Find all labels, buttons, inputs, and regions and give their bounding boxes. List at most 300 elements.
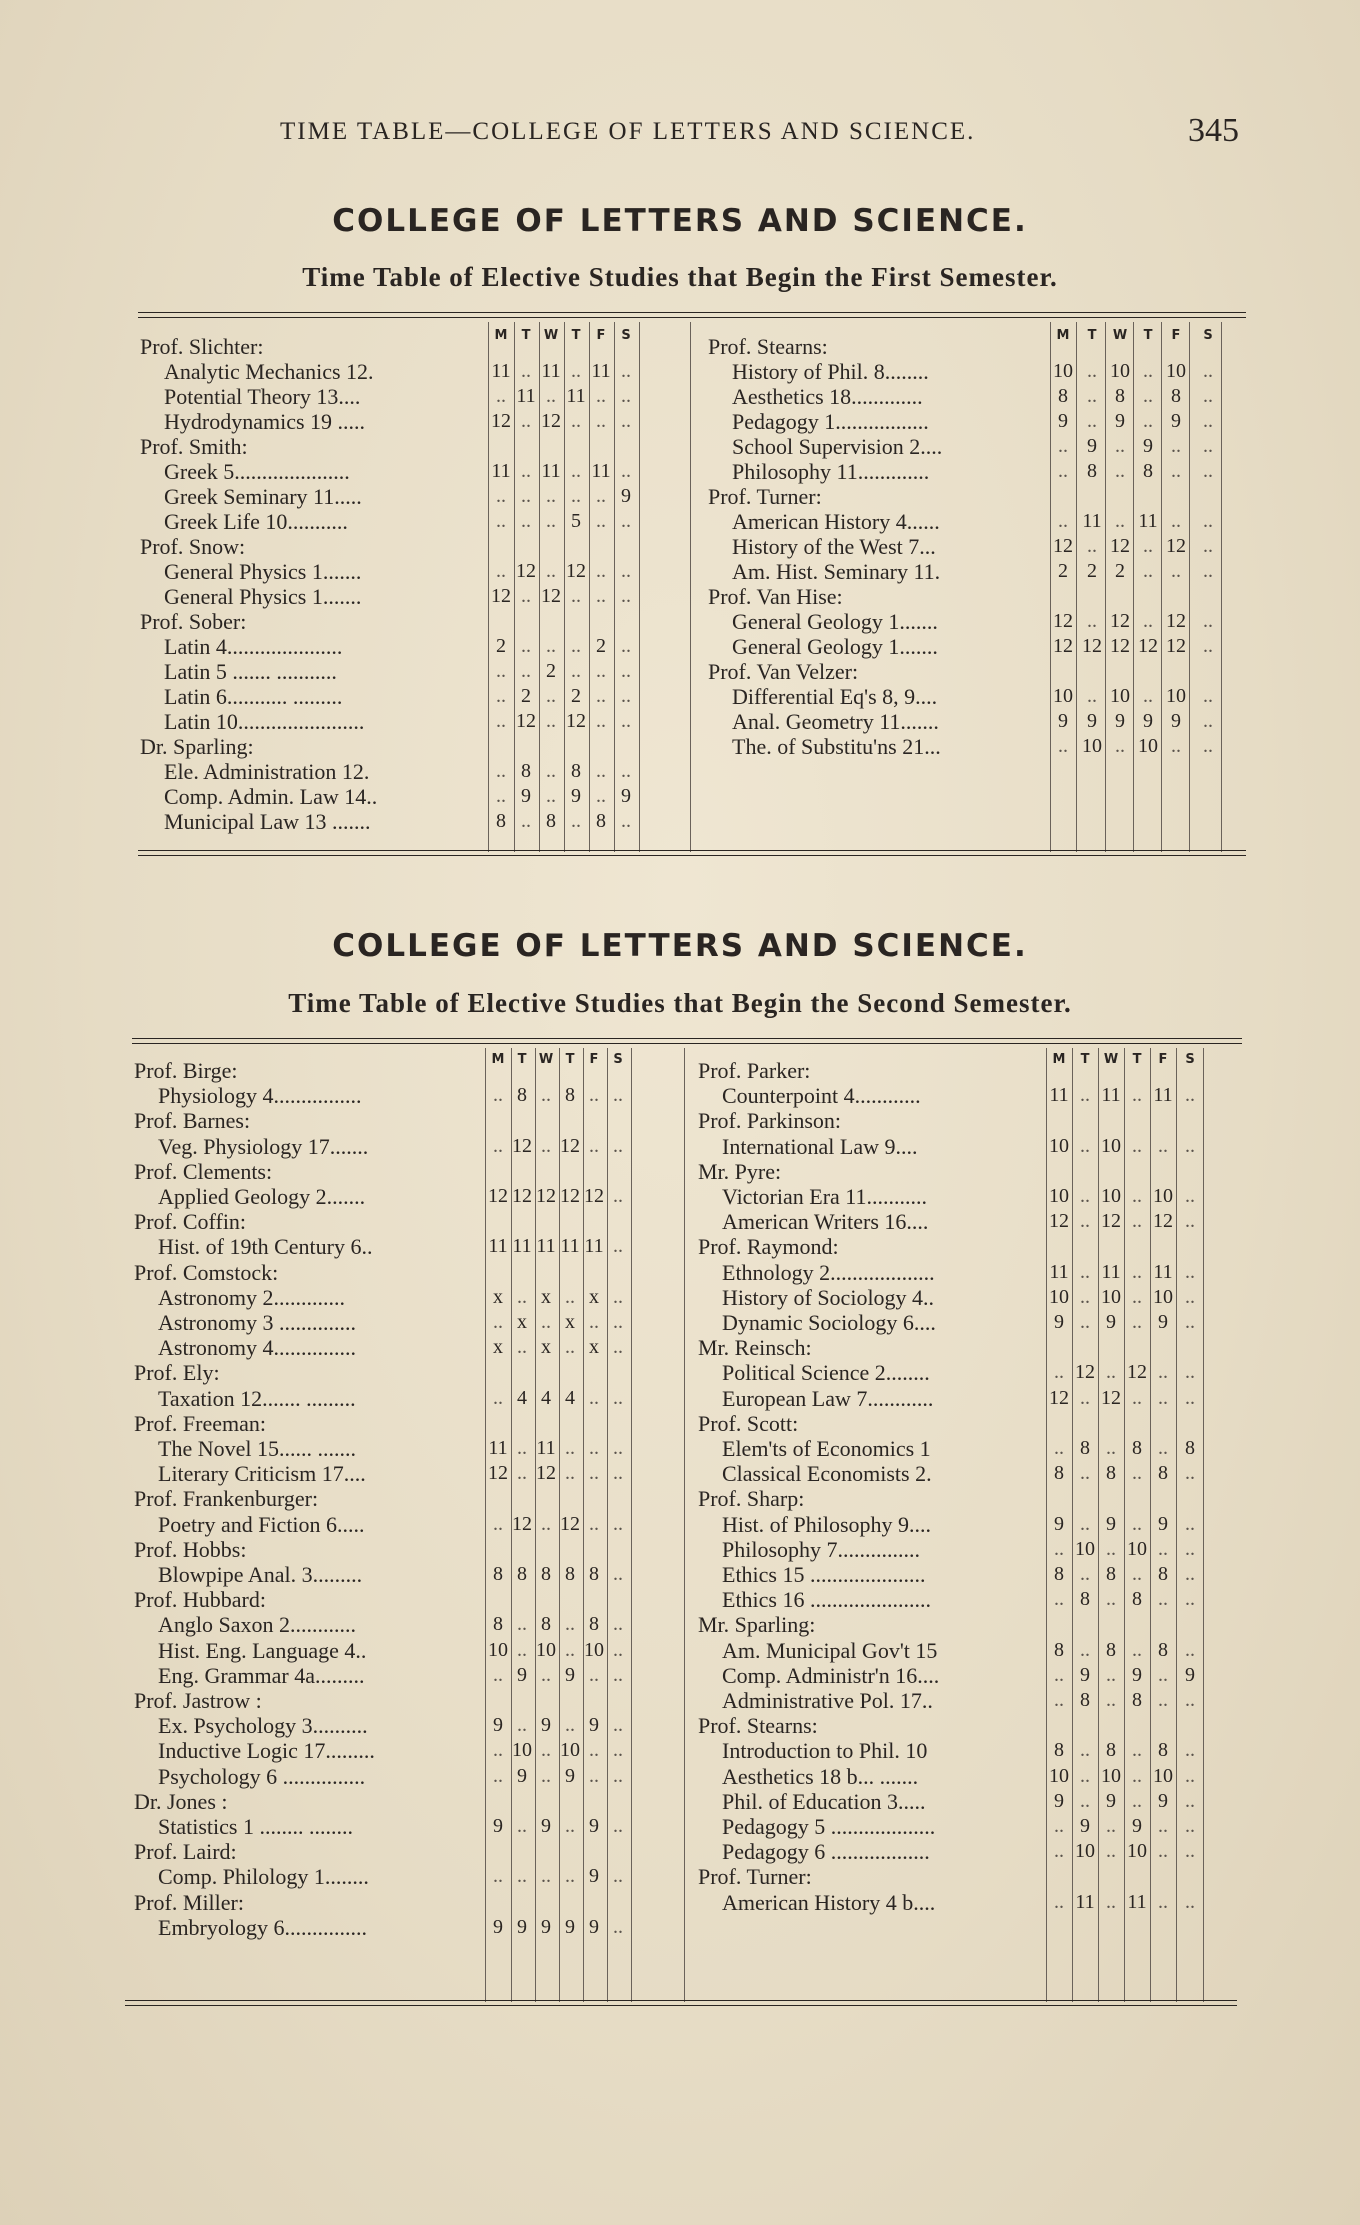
schedule-cell: .. bbox=[1132, 1084, 1142, 1107]
schedule-cell: .. bbox=[493, 1512, 503, 1535]
schedule-cell: .. bbox=[571, 660, 581, 682]
schedule-cell: 11 bbox=[536, 1437, 556, 1459]
schedule-cell: .. bbox=[521, 510, 531, 532]
schedule-cell: 10 bbox=[1053, 685, 1073, 707]
schedule-cell: .. bbox=[613, 1134, 623, 1157]
schedule-cell: 10 bbox=[1075, 1840, 1095, 1863]
schedule-cell: 8 bbox=[1080, 1689, 1090, 1711]
schedule-cell: 8 bbox=[1054, 1563, 1064, 1585]
schedule-cell: 9 bbox=[1185, 1663, 1195, 1686]
course-label: Applied Geology 2....... bbox=[158, 1184, 366, 1209]
schedule-cell: .. bbox=[1087, 535, 1097, 557]
schedule-cell: .. bbox=[589, 1512, 599, 1535]
schedule-cell: 8 bbox=[1158, 1739, 1168, 1762]
schedule-cell: 8 bbox=[565, 1084, 575, 1107]
schedule-cell: .. bbox=[1106, 1890, 1116, 1913]
schedule-cell: 12 bbox=[1110, 610, 1130, 632]
day-header: S bbox=[621, 328, 631, 343]
day-header: M bbox=[494, 328, 508, 343]
course-label: History of the West 7... bbox=[732, 534, 936, 559]
schedule-cell: 12 bbox=[566, 560, 586, 582]
schedule-cell: .. bbox=[571, 410, 581, 432]
schedule-cell: x bbox=[565, 1311, 575, 1333]
professor-label: Mr. Sparling: bbox=[698, 1612, 816, 1638]
schedule-cell: 9 bbox=[1054, 1311, 1064, 1333]
schedule-cell: 8 bbox=[589, 1613, 599, 1636]
schedule-cell: 9 bbox=[1132, 1663, 1142, 1686]
schedule-cell: 11 bbox=[560, 1235, 580, 1258]
schedule-cell: 9 bbox=[589, 1915, 599, 1938]
course-label: Greek Seminary 11..... bbox=[164, 484, 362, 509]
schedule-cell: .. bbox=[621, 385, 631, 407]
day-header: S bbox=[1203, 328, 1213, 343]
course-label: Hydrodynamics 19 ..... bbox=[164, 409, 366, 434]
schedule-cell: .. bbox=[1087, 385, 1097, 407]
schedule-cell: .. bbox=[1143, 360, 1153, 382]
schedule-cell: 12 bbox=[488, 1185, 508, 1207]
schedule-cell: .. bbox=[1143, 535, 1153, 557]
schedule-cell: .. bbox=[517, 1462, 527, 1485]
schedule-cell: .. bbox=[613, 1714, 623, 1737]
schedule-cell: 10 bbox=[584, 1638, 604, 1661]
schedule-cell: .. bbox=[1106, 1537, 1116, 1560]
schedule-cell: 8 bbox=[1054, 1739, 1064, 1762]
schedule-cell: .. bbox=[517, 1865, 527, 1888]
course-label: General Physics 1....... bbox=[164, 584, 362, 609]
professor-label: Dr. Sparling: bbox=[140, 734, 254, 759]
schedule-cell: .. bbox=[517, 1714, 527, 1737]
schedule-cell: .. bbox=[613, 1084, 623, 1107]
schedule-cell: .. bbox=[1203, 735, 1213, 757]
schedule-cell: 9 bbox=[1158, 1512, 1168, 1535]
course-label: Greek 5..................... bbox=[164, 459, 350, 484]
day-column-line bbox=[1221, 322, 1222, 852]
course-label: Latin 6........... ......... bbox=[164, 684, 343, 709]
day-column-line bbox=[631, 1048, 632, 2002]
day-header: W bbox=[543, 328, 559, 343]
schedule-cell: .. bbox=[565, 1865, 575, 1888]
course-label: History of Phil. 8........ bbox=[732, 359, 929, 384]
course-label: Aesthetics 18 b... ....... bbox=[722, 1763, 919, 1789]
day-header: F bbox=[1158, 1052, 1168, 1067]
schedule-cell: .. bbox=[1143, 685, 1153, 707]
schedule-cell: .. bbox=[1158, 1890, 1168, 1913]
schedule-cell: 8 bbox=[1054, 1638, 1064, 1661]
schedule-cell: .. bbox=[1080, 1134, 1090, 1157]
schedule-cell: .. bbox=[565, 1437, 575, 1459]
schedule-cell: 8 bbox=[1132, 1689, 1142, 1711]
schedule-cell: .. bbox=[1171, 435, 1181, 457]
schedule-cell: 2 bbox=[521, 685, 531, 707]
course-label: Ele. Administration 12. bbox=[164, 759, 370, 784]
schedule-cell: .. bbox=[1115, 460, 1125, 482]
schedule-cell: 11 bbox=[584, 1235, 604, 1258]
schedule-cell: .. bbox=[1185, 1134, 1195, 1157]
schedule-cell: 8 bbox=[517, 1084, 527, 1107]
running-head: TIME TABLE—COLLEGE OF LETTERS AND SCIENCE. bbox=[280, 118, 976, 145]
schedule-cell: .. bbox=[1185, 1260, 1195, 1283]
schedule-cell: .. bbox=[1054, 1663, 1064, 1686]
schedule-cell: .. bbox=[589, 1739, 599, 1762]
professor-label: Prof. Stearns: bbox=[708, 334, 828, 359]
schedule-cell: .. bbox=[493, 1084, 503, 1107]
schedule-cell: .. bbox=[621, 560, 631, 582]
course-label: American History 4 b.... bbox=[722, 1889, 936, 1915]
course-label: Political Science 2........ bbox=[722, 1360, 930, 1386]
schedule-cell: 10 bbox=[1101, 1185, 1121, 1207]
schedule-cell: .. bbox=[1054, 1361, 1064, 1384]
schedule-cell: 9 bbox=[621, 485, 631, 507]
schedule-cell: .. bbox=[1132, 1185, 1142, 1207]
schedule-cell: 11 bbox=[488, 1235, 508, 1258]
schedule-cell: .. bbox=[517, 1638, 527, 1661]
schedule-cell: .. bbox=[1185, 1285, 1195, 1308]
schedule-cell: 9 bbox=[521, 785, 531, 807]
schedule-cell: 9 bbox=[565, 1915, 575, 1938]
schedule-cell: 4 bbox=[541, 1386, 551, 1409]
schedule-cell: 12 bbox=[1153, 1210, 1173, 1233]
schedule-cell: 12 bbox=[1166, 535, 1186, 557]
schedule-cell: 12 bbox=[541, 410, 561, 432]
schedule-cell: 9 bbox=[1115, 410, 1125, 432]
schedule-cell: 10 bbox=[1101, 1134, 1121, 1157]
day-header: T bbox=[1143, 328, 1153, 343]
schedule-cell: .. bbox=[589, 1134, 599, 1157]
professor-label: Prof. Van Hise: bbox=[708, 584, 843, 609]
schedule-cell: .. bbox=[613, 1613, 623, 1636]
schedule-cell: 8 bbox=[1106, 1739, 1116, 1762]
schedule-cell: .. bbox=[1080, 1210, 1090, 1233]
course-label: Pedagogy 6 .................. bbox=[722, 1839, 930, 1865]
schedule-cell: .. bbox=[1158, 1588, 1168, 1611]
course-label: Potential Theory 13.... bbox=[164, 384, 361, 409]
professor-label: Prof. Raymond: bbox=[698, 1234, 839, 1260]
schedule-cell: .. bbox=[571, 585, 581, 607]
schedule-cell: .. bbox=[546, 785, 556, 807]
schedule-cell: .. bbox=[596, 385, 606, 407]
schedule-cell: .. bbox=[621, 410, 631, 432]
schedule-cell: x bbox=[493, 1336, 503, 1359]
schedule-cell: .. bbox=[541, 1663, 551, 1686]
schedule-cell: .. bbox=[521, 410, 531, 432]
schedule-cell: .. bbox=[493, 1764, 503, 1787]
schedule-cell: .. bbox=[1203, 710, 1213, 732]
schedule-cell: .. bbox=[1132, 1563, 1142, 1585]
schedule-cell: .. bbox=[496, 510, 506, 532]
schedule-cell: 2 bbox=[571, 685, 581, 707]
schedule-cell: 9 bbox=[589, 1714, 599, 1737]
schedule-cell: 8 bbox=[493, 1563, 503, 1585]
course-label: Eng. Grammar 4a......... bbox=[158, 1662, 365, 1688]
schedule-cell: 12 bbox=[516, 560, 536, 582]
professor-label: Prof. Stearns: bbox=[698, 1713, 818, 1739]
schedule-cell: .. bbox=[1058, 510, 1068, 532]
schedule-cell: 12 bbox=[1110, 635, 1130, 657]
schedule-cell: .. bbox=[621, 460, 631, 482]
schedule-cell: .. bbox=[1185, 1537, 1195, 1560]
schedule-cell: 10 bbox=[1101, 1764, 1121, 1787]
schedule-cell: .. bbox=[613, 1185, 623, 1207]
schedule-cell: .. bbox=[589, 1311, 599, 1333]
schedule-cell: 8 bbox=[1106, 1638, 1116, 1661]
course-label: Municipal Law 13 ....... bbox=[164, 809, 371, 834]
schedule-cell: 8 bbox=[546, 810, 556, 832]
course-label: American History 4...... bbox=[732, 509, 940, 534]
schedule-cell: 12 bbox=[1053, 610, 1073, 632]
schedule-cell: .. bbox=[589, 1084, 599, 1107]
schedule-cell: .. bbox=[571, 635, 581, 657]
schedule-cell: 9 bbox=[1080, 1815, 1090, 1837]
schedule-cell: .. bbox=[1132, 1311, 1142, 1333]
schedule-cell: 10 bbox=[1110, 360, 1130, 382]
course-label: Astronomy 2............. bbox=[158, 1284, 345, 1310]
schedule-cell: .. bbox=[493, 1386, 503, 1409]
schedule-cell: x bbox=[493, 1285, 503, 1308]
course-label: Comp. Admin. Law 14.. bbox=[164, 784, 378, 809]
schedule-cell: .. bbox=[1158, 1840, 1168, 1863]
schedule-cell: .. bbox=[621, 660, 631, 682]
schedule-cell: 10 bbox=[536, 1638, 556, 1661]
schedule-cell: .. bbox=[1054, 1537, 1064, 1560]
schedule-cell: .. bbox=[521, 460, 531, 482]
schedule-cell: 9 bbox=[1132, 1815, 1142, 1837]
section-1-subtitle: Time Table of Elective Studies that Begin the First Semester. bbox=[302, 262, 1058, 292]
schedule-cell: 9 bbox=[1087, 435, 1097, 457]
schedule-cell: .. bbox=[1158, 1815, 1168, 1837]
schedule-cell: 10 bbox=[1127, 1537, 1147, 1560]
professor-label: Prof. Parker: bbox=[698, 1058, 811, 1083]
schedule-cell: .. bbox=[565, 1714, 575, 1737]
schedule-cell: 8 bbox=[521, 760, 531, 782]
schedule-cell: 9 bbox=[493, 1815, 503, 1837]
schedule-cell: .. bbox=[571, 810, 581, 832]
course-label: Hist. of 19th Century 6.. bbox=[158, 1234, 373, 1260]
course-label: Ex. Psychology 3.......... bbox=[158, 1713, 368, 1739]
day-header: T bbox=[571, 328, 581, 343]
schedule-cell: .. bbox=[541, 1865, 551, 1888]
schedule-cell: 12 bbox=[516, 710, 536, 732]
schedule-cell: x bbox=[517, 1311, 527, 1333]
column-separator bbox=[690, 322, 691, 852]
schedule-cell: .. bbox=[541, 1764, 551, 1787]
schedule-cell: 12 bbox=[488, 1462, 508, 1485]
course-label: General Geology 1....... bbox=[732, 609, 938, 634]
schedule-cell: 9 bbox=[541, 1915, 551, 1938]
schedule-cell: 12 bbox=[1101, 1386, 1121, 1409]
schedule-cell: .. bbox=[1185, 1764, 1195, 1787]
schedule-cell: .. bbox=[1185, 1084, 1195, 1107]
schedule-cell: 8 bbox=[1185, 1437, 1195, 1459]
schedule-cell: .. bbox=[613, 1386, 623, 1409]
schedule-cell: .. bbox=[541, 1739, 551, 1762]
schedule-cell: .. bbox=[1185, 1361, 1195, 1384]
schedule-cell: 12 bbox=[1049, 1386, 1069, 1409]
section-1-title: COLLEGE OF LETTERS AND SCIENCE. bbox=[332, 203, 1028, 239]
schedule-cell: .. bbox=[613, 1336, 623, 1359]
schedule-cell: .. bbox=[1203, 435, 1213, 457]
schedule-cell: x bbox=[541, 1285, 551, 1308]
course-label: Dynamic Sociology 6.... bbox=[722, 1310, 936, 1335]
schedule-cell: .. bbox=[1106, 1689, 1116, 1711]
schedule-cell: 11 bbox=[591, 460, 611, 482]
course-label: Greek Life 10........... bbox=[164, 509, 348, 534]
schedule-cell: .. bbox=[613, 1915, 623, 1938]
course-label: Veg. Physiology 17....... bbox=[158, 1133, 369, 1159]
schedule-cell: .. bbox=[1185, 1563, 1195, 1585]
schedule-cell: .. bbox=[496, 660, 506, 682]
course-label: Comp. Administr'n 16.... bbox=[722, 1662, 940, 1688]
schedule-cell: 8 bbox=[596, 810, 606, 832]
schedule-cell: .. bbox=[621, 760, 631, 782]
day-header: T bbox=[1080, 1052, 1090, 1067]
day-column-line bbox=[1161, 322, 1162, 852]
schedule-cell: 10 bbox=[1053, 360, 1073, 382]
schedule-cell: .. bbox=[493, 1663, 503, 1686]
schedule-cell: 12 bbox=[1110, 535, 1130, 557]
schedule-cell: 9 bbox=[517, 1764, 527, 1787]
day-header: M bbox=[1052, 1052, 1066, 1067]
schedule-cell: 12 bbox=[1166, 610, 1186, 632]
schedule-cell: .. bbox=[496, 760, 506, 782]
schedule-cell: 12 bbox=[1049, 1210, 1069, 1233]
day-header: F bbox=[589, 1052, 599, 1067]
schedule-cell: 12 bbox=[566, 710, 586, 732]
schedule-cell: 10 bbox=[1166, 360, 1186, 382]
schedule-cell: 9 bbox=[1171, 710, 1181, 732]
schedule-cell: .. bbox=[546, 510, 556, 532]
day-header: T bbox=[517, 1052, 527, 1067]
course-label: Differential Eq's 8, 9.... bbox=[732, 684, 938, 709]
schedule-cell: .. bbox=[596, 785, 606, 807]
schedule-cell: .. bbox=[1158, 1361, 1168, 1384]
schedule-cell: 12 bbox=[541, 585, 561, 607]
professor-label: Prof. Scott: bbox=[698, 1410, 799, 1436]
day-header: T bbox=[1087, 328, 1097, 343]
schedule-cell: 9 bbox=[565, 1663, 575, 1686]
course-label: Astronomy 3 .............. bbox=[158, 1310, 356, 1335]
schedule-cell: 10 bbox=[1138, 735, 1158, 757]
schedule-cell: 10 bbox=[1049, 1185, 1069, 1207]
schedule-cell: .. bbox=[1185, 1185, 1195, 1207]
schedule-cell: 11 bbox=[1049, 1084, 1069, 1107]
schedule-cell: x bbox=[589, 1336, 599, 1359]
schedule-cell: .. bbox=[1185, 1815, 1195, 1837]
schedule-cell: .. bbox=[1080, 1462, 1090, 1485]
day-header: W bbox=[1103, 1052, 1119, 1067]
schedule-cell: 11 bbox=[1153, 1084, 1173, 1107]
schedule-cell: .. bbox=[1106, 1815, 1116, 1837]
schedule-cell: 11 bbox=[512, 1235, 532, 1258]
course-label: Philosophy 11............. bbox=[732, 459, 930, 484]
schedule-cell: 2 bbox=[496, 635, 506, 657]
schedule-cell: 2 bbox=[546, 660, 556, 682]
schedule-cell: 8 bbox=[541, 1613, 551, 1636]
professor-label: Dr. Jones : bbox=[134, 1788, 228, 1814]
schedule-cell: .. bbox=[541, 1084, 551, 1107]
schedule-cell: .. bbox=[1132, 1512, 1142, 1535]
schedule-cell: .. bbox=[496, 560, 506, 582]
schedule-cell: .. bbox=[1158, 1537, 1168, 1560]
schedule-cell: 12 bbox=[1166, 635, 1186, 657]
schedule-cell: 11 bbox=[541, 360, 561, 382]
course-label: Phil. of Education 3..... bbox=[722, 1788, 926, 1814]
course-label: Pedagogy 1................. bbox=[732, 409, 929, 434]
schedule-cell: .. bbox=[546, 635, 556, 657]
schedule-cell: 9 bbox=[1087, 710, 1097, 732]
schedule-cell: .. bbox=[613, 1462, 623, 1485]
day-header: S bbox=[1185, 1052, 1195, 1067]
schedule-cell: 11 bbox=[1049, 1260, 1069, 1283]
schedule-cell: .. bbox=[1132, 1764, 1142, 1787]
schedule-cell: .. bbox=[565, 1285, 575, 1308]
schedule-cell: .. bbox=[541, 1134, 551, 1157]
schedule-cell: .. bbox=[1054, 1815, 1064, 1837]
schedule-cell: .. bbox=[596, 710, 606, 732]
schedule-cell: 11 bbox=[1075, 1890, 1095, 1913]
schedule-cell: .. bbox=[1054, 1840, 1064, 1863]
schedule-cell: .. bbox=[1143, 610, 1153, 632]
schedule-cell: 10 bbox=[1166, 685, 1186, 707]
schedule-cell: 8 bbox=[1132, 1437, 1142, 1459]
course-label: The. of Substitu'ns 21... bbox=[732, 734, 941, 759]
schedule-cell: .. bbox=[1080, 1285, 1090, 1308]
schedule-cell: .. bbox=[613, 1764, 623, 1787]
schedule-cell: 12 bbox=[512, 1185, 532, 1207]
schedule-cell: 8 bbox=[1115, 385, 1125, 407]
schedule-cell: .. bbox=[541, 1311, 551, 1333]
schedule-cell: .. bbox=[1106, 1361, 1116, 1384]
schedule-cell: .. bbox=[613, 1563, 623, 1585]
schedule-cell: 12 bbox=[584, 1185, 604, 1207]
schedule-cell: 9 bbox=[1143, 710, 1153, 732]
course-label: Victorian Era 11........... bbox=[722, 1184, 927, 1209]
schedule-cell: .. bbox=[596, 660, 606, 682]
schedule-cell: 12 bbox=[1053, 535, 1073, 557]
schedule-cell: 8 bbox=[589, 1563, 599, 1585]
schedule-cell: .. bbox=[1158, 1134, 1168, 1157]
schedule-cell: 8 bbox=[1080, 1437, 1090, 1459]
schedule-cell: 9 bbox=[517, 1915, 527, 1938]
schedule-cell: .. bbox=[565, 1815, 575, 1837]
schedule-cell: .. bbox=[1080, 1764, 1090, 1787]
schedule-cell: 9 bbox=[589, 1815, 599, 1837]
professor-label: Prof. Sober: bbox=[140, 609, 247, 634]
schedule-cell: 10 bbox=[1153, 1764, 1173, 1787]
schedule-cell: x bbox=[589, 1285, 599, 1308]
section-1-top-rule bbox=[138, 312, 1246, 318]
day-header: T bbox=[1132, 1052, 1142, 1067]
schedule-cell: 12 bbox=[560, 1512, 580, 1535]
schedule-cell: .. bbox=[1203, 560, 1213, 582]
schedule-cell: 10 bbox=[1153, 1285, 1173, 1308]
schedule-cell: .. bbox=[1185, 1386, 1195, 1409]
schedule-cell: 10 bbox=[1127, 1840, 1147, 1863]
schedule-cell: .. bbox=[613, 1235, 623, 1258]
schedule-cell: 10 bbox=[1075, 1537, 1095, 1560]
schedule-cell: .. bbox=[1132, 1386, 1142, 1409]
schedule-cell: .. bbox=[546, 485, 556, 507]
schedule-cell: 10 bbox=[488, 1638, 508, 1661]
schedule-cell: .. bbox=[596, 560, 606, 582]
schedule-cell: 10 bbox=[1101, 1285, 1121, 1308]
schedule-cell: .. bbox=[565, 1336, 575, 1359]
schedule-cell: .. bbox=[517, 1336, 527, 1359]
schedule-cell: .. bbox=[613, 1512, 623, 1535]
schedule-cell: .. bbox=[589, 1437, 599, 1459]
schedule-cell: 8 bbox=[1158, 1563, 1168, 1585]
schedule-cell: .. bbox=[1106, 1588, 1116, 1611]
schedule-cell: .. bbox=[521, 635, 531, 657]
